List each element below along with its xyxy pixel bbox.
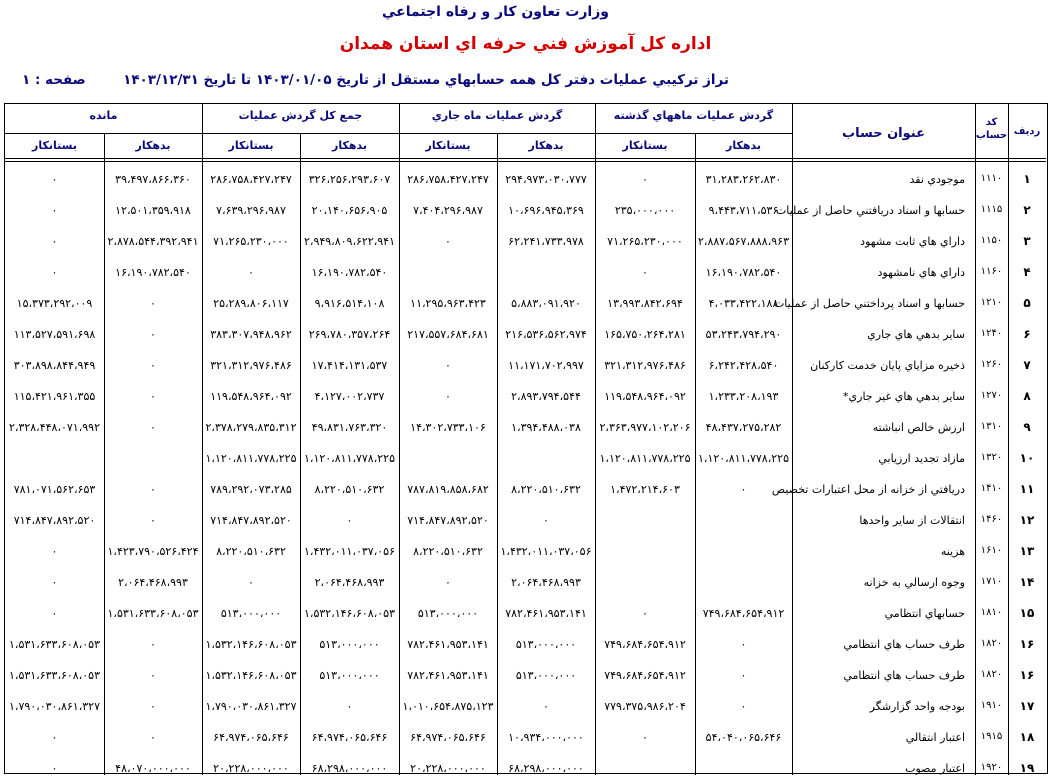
cell-prev-credit: ۱،۴۷۲،۲۱۴،۶۰۳ — [610, 483, 680, 496]
cell-bal-debit: ۰ — [150, 297, 156, 310]
cell-cur-credit: ۷۸۷،۸۱۹،۸۵۸،۶۸۲ — [407, 483, 489, 496]
cell-cur-credit: ۱،۰۱۰،۶۵۴،۸۷۵،۱۲۳ — [402, 700, 494, 713]
cell-prev-debit: ۵۳،۲۴۳،۷۹۴،۲۹۰ — [705, 328, 782, 341]
cell-tot-credit: ۳۲۱،۳۱۲،۹۷۶،۴۸۶ — [210, 359, 292, 372]
cell-account-code: ۱۹۱۰ — [980, 700, 1003, 711]
cell-cur-credit: ۵۱۳،۰۰۰،۰۰۰ — [417, 607, 479, 620]
cell-account-code: ۱۶۱۰ — [980, 545, 1003, 556]
cell-prev-credit: ۷۴۹،۶۸۴،۶۵۴،۹۱۲ — [604, 638, 686, 651]
cell-account-code: ۱۲۴۰ — [980, 328, 1003, 339]
cell-tot-credit: ۱،۵۳۲،۱۴۶،۶۰۸،۰۵۳ — [205, 638, 297, 651]
cell-bal-credit: ۱۵،۳۷۳،۲۹۲،۰۰۹ — [16, 297, 93, 310]
cell-row-number: ۱۶ — [1019, 668, 1035, 682]
cell-tot-debit: ۲۶۹،۷۸۰،۳۵۷،۲۶۴ — [308, 328, 391, 341]
cell-account-title: بودجه واحد گزارشگر — [869, 700, 965, 713]
cell-tot-debit: ۱،۱۲۰،۸۱۱،۷۷۸،۲۲۵ — [303, 452, 395, 465]
cell-cur-debit: ۲۱۶،۵۳۶،۵۶۲،۹۷۴ — [505, 328, 587, 341]
cell-account-code: ۱۳۲۰ — [980, 452, 1003, 463]
cell-prev-debit: ۲،۸۸۷،۵۶۷،۸۸۸،۹۶۳ — [697, 235, 789, 248]
cell-cur-credit: ۷۱۴،۸۴۷،۸۹۲،۵۲۰ — [407, 514, 489, 527]
cell-bal-credit: ۷۸۱،۰۷۱،۵۶۲،۶۵۳ — [13, 483, 96, 496]
report-title: تراز ترکيبي عمليات دفتر کل همه حسابهاي مستقل از تاريخ ۱۴۰۳/۰۱/۰۵ تا تاريخ ۱۴۰۳/۱۲/۳۱ — [123, 72, 729, 88]
cell-tot-credit: ۰ — [248, 266, 254, 279]
cell-tot-debit: ۲،۰۶۴،۴۶۸،۹۹۳ — [314, 576, 385, 589]
cell-prev-credit: ۱۳،۹۹۳،۸۴۲،۶۹۴ — [607, 297, 683, 310]
cell-tot-credit: ۸،۲۲۰،۵۱۰،۶۳۲ — [216, 545, 286, 558]
cell-tot-credit: ۲۰،۲۲۸،۰۰۰،۰۰۰ — [213, 762, 289, 775]
cell-account-title: ارزش خالص انباشته — [872, 421, 965, 434]
cell-bal-debit: ۳۹،۴۹۷،۸۶۶،۳۶۰ — [115, 173, 191, 186]
cell-prev-credit: ۲۳۵،۰۰۰،۰۰۰ — [614, 204, 676, 217]
cell-tot-debit: ۲،۹۴۹،۸۰۹،۶۲۲،۹۴۱ — [303, 235, 395, 248]
ministry-title: وزارت تعاون کار و رفاه اجتماعي — [381, 4, 609, 20]
cell-account-code: ۱۱۶۰ — [980, 266, 1003, 277]
cell-prev-credit: ۰ — [642, 266, 648, 279]
cell-bal-credit: ۰ — [51, 576, 58, 589]
cell-bal-credit: ۰ — [51, 204, 58, 217]
cell-tot-debit: ۱۶،۱۹۰،۷۸۲،۵۴۰ — [311, 266, 388, 279]
cell-bal-credit: ۰ — [51, 607, 58, 620]
cell-tot-debit: ۵۱۳،۰۰۰،۰۰۰ — [319, 669, 380, 682]
header-credit: بستانکار — [425, 139, 471, 152]
header-debit: بدهکار — [332, 139, 367, 152]
cell-prev-debit: ۳۱،۲۸۳،۲۶۲،۸۳۰ — [705, 173, 782, 186]
header-credit: بستانکار — [622, 139, 668, 152]
cell-prev-credit: ۷۷۹،۳۷۵،۹۸۶،۲۰۴ — [604, 700, 686, 713]
cell-prev-debit: ۱،۱۲۰،۸۱۱،۷۷۸،۲۲۵ — [697, 452, 789, 465]
cell-account-code: ۱۱۵۰ — [980, 235, 1003, 246]
cell-prev-credit: ۳۲۱،۳۱۲،۹۷۶،۴۸۶ — [604, 359, 686, 372]
cell-account-code: ۱۷۱۰ — [980, 576, 1003, 587]
cell-prev-credit: ۷۱،۲۶۵،۲۳۰،۰۰۰ — [607, 235, 683, 248]
cell-bal-debit: ۰ — [150, 390, 156, 403]
cell-cur-debit: ۶۸،۲۹۸،۰۰۰،۰۰۰ — [508, 762, 584, 775]
cell-prev-debit: ۱،۲۳۳،۲۰۸،۱۹۳ — [708, 390, 779, 403]
cell-cur-credit: ۰ — [445, 390, 451, 403]
cell-account-code: ۱۳۱۰ — [980, 421, 1003, 432]
cell-account-title: هزينه — [940, 545, 965, 558]
cell-prev-credit: ۱،۱۲۰،۸۱۱،۷۷۸،۲۲۵ — [599, 452, 691, 465]
cell-bal-debit: ۰ — [150, 638, 156, 651]
cell-account-code: ۱۸۲۰ — [980, 669, 1003, 680]
cell-row-number: ۹ — [1023, 420, 1031, 434]
cell-account-code: ۱۱۱۵ — [980, 204, 1003, 215]
cell-tot-debit: ۴،۱۲۷،۰۰۲،۷۳۷ — [314, 390, 385, 403]
cell-row-number: ۱۴ — [1019, 575, 1035, 589]
cell-tot-debit: ۰ — [346, 514, 353, 527]
cell-account-title: انتقالات از ساير واحدها — [859, 514, 965, 527]
cell-account-code: ۱۹۲۰ — [980, 762, 1003, 773]
cell-cur-debit: ۲،۰۶۴،۴۶۸،۹۹۳ — [511, 576, 581, 589]
cell-cur-credit: ۶۴،۹۷۴،۰۶۵،۶۴۶ — [410, 731, 486, 744]
cell-bal-credit: ۱،۵۳۱،۶۳۳،۶۰۸،۰۵۳ — [8, 669, 100, 682]
cell-bal-credit: ۲،۳۲۸،۴۴۸،۰۷۱،۹۹۲ — [8, 421, 100, 434]
cell-cur-credit: ۷۸۲،۴۶۱،۹۵۳،۱۴۱ — [407, 638, 489, 651]
cell-cur-credit: ۰ — [445, 359, 451, 372]
header-row-number: رديف — [1013, 126, 1041, 137]
cell-account-code: ۱۲۶۰ — [980, 359, 1003, 370]
cell-row-number: ۱۵ — [1019, 606, 1035, 620]
cell-account-code: ۱۱۱۰ — [980, 173, 1003, 184]
cell-cur-credit: ۱۱،۲۹۵،۹۶۳،۴۲۳ — [410, 297, 486, 310]
cell-prev-credit: ۰ — [642, 731, 648, 744]
cell-prev-debit: ۰ — [740, 483, 747, 496]
group-header-current: گردش عمليات ماه جاري — [431, 109, 563, 122]
cell-cur-debit: ۲۹۴،۹۷۳،۰۳۰،۷۷۷ — [505, 173, 587, 186]
cell-cur-credit: ۰ — [445, 235, 451, 248]
cell-account-title: داراي هاي نامشهود — [877, 266, 965, 279]
cell-bal-credit: ۰ — [51, 545, 58, 558]
cell-tot-credit: ۱،۷۹۰،۰۳۰،۸۶۱،۳۲۷ — [205, 700, 297, 713]
cell-cur-debit: ۸،۲۲۰،۵۱۰،۶۳۲ — [511, 483, 581, 496]
cell-bal-debit: ۲،۰۶۴،۴۶۸،۹۹۳ — [118, 576, 188, 589]
cell-prev-debit: ۰ — [740, 669, 747, 682]
cell-tot-debit: ۱۷،۴۱۴،۱۳۱،۵۳۷ — [311, 359, 388, 372]
header-account-code: کد حساب — [975, 117, 1008, 141]
cell-account-title: طرف حساب هاي انتظامي — [843, 669, 965, 682]
cell-bal-debit: ۰ — [150, 328, 156, 341]
cell-cur-credit: ۸،۲۲۰،۵۱۰،۶۳۲ — [413, 545, 483, 558]
cell-cur-debit: ۱۱،۱۷۱،۷۰۲،۹۹۷ — [508, 359, 584, 372]
cell-row-number: ۱۷ — [1019, 699, 1035, 713]
cell-tot-credit: ۱،۱۲۰،۸۱۱،۷۷۸،۲۲۵ — [205, 452, 297, 465]
cell-tot-debit: ۶۸،۲۹۸،۰۰۰،۰۰۰ — [311, 762, 388, 775]
cell-tot-debit: ۰ — [346, 700, 353, 713]
cell-account-code: ۱۲۷۰ — [980, 390, 1003, 401]
cell-prev-credit: ۲،۳۶۳،۹۷۷،۱۰۲،۲۰۶ — [599, 421, 691, 434]
cell-prev-debit: ۵۴،۰۴۰،۰۶۵،۶۴۶ — [705, 731, 782, 744]
cell-bal-credit: ۰ — [51, 266, 58, 279]
cell-cur-debit: ۵۱۳،۰۰۰،۰۰۰ — [515, 638, 577, 651]
cell-account-title: دريافتي از خزانه از محل اعتبارات تخصيص — [771, 483, 965, 496]
cell-tot-credit: ۷،۶۳۹،۲۹۶،۹۸۷ — [216, 204, 286, 217]
cell-cur-debit: ۱۰،۹۳۴،۰۰۰،۰۰۰ — [508, 731, 584, 744]
cell-tot-debit: ۵۱۳،۰۰۰،۰۰۰ — [319, 638, 380, 651]
cell-tot-debit: ۲۰،۱۴۰،۶۵۶،۹۰۵ — [311, 204, 388, 217]
cell-row-number: ۱۸ — [1019, 730, 1035, 744]
cell-cur-credit: ۰ — [445, 576, 451, 589]
row-divider — [5, 158, 1046, 159]
cell-bal-debit: ۰ — [150, 700, 156, 713]
cell-prev-debit: ۴،۰۳۳،۴۲۲،۱۸۸ — [708, 297, 779, 310]
cell-prev-debit: ۰ — [740, 700, 747, 713]
cell-bal-credit: ۱،۵۳۱،۶۳۳،۶۰۸،۰۵۳ — [8, 638, 100, 651]
cell-row-number: ۳ — [1023, 234, 1031, 248]
cell-cur-debit: ۵،۸۸۳،۰۹۱،۹۲۰ — [511, 297, 581, 310]
header-debit: بدهکار — [726, 139, 761, 152]
cell-cur-debit: ۱۰،۶۹۶،۹۴۵،۳۶۹ — [508, 204, 584, 217]
header-account-title: عنوان حساب — [842, 126, 925, 141]
cell-tot-debit: ۴۹،۸۳۱،۷۶۳،۳۲۰ — [311, 421, 388, 434]
cell-tot-credit: ۷۱۴،۸۴۷،۸۹۲،۵۲۰ — [210, 514, 292, 527]
cell-prev-debit: ۴۸،۴۳۷،۲۷۵،۲۸۲ — [705, 421, 782, 434]
cell-cur-credit: ۱۴،۳۰۲،۷۳۳،۱۰۶ — [410, 421, 486, 434]
cell-tot-credit: ۲،۳۷۸،۲۷۹،۸۳۵،۳۱۲ — [205, 421, 297, 434]
cell-bal-credit: ۰ — [51, 731, 58, 744]
cell-account-title: ذخيره مزاياي پايان خدمت کارکنان — [810, 359, 965, 372]
cell-row-number: ۸ — [1023, 389, 1031, 403]
cell-row-number: ۱ — [1023, 172, 1031, 186]
cell-row-number: ۱۲ — [1019, 513, 1035, 527]
cell-tot-credit: ۶۴،۹۷۴،۰۶۵،۶۴۶ — [213, 731, 289, 744]
cell-row-number: ۱۶ — [1019, 637, 1035, 651]
cell-row-number: ۵ — [1023, 296, 1031, 310]
row-divider — [5, 161, 1046, 162]
office-title: اداره کل آموزش فني حرفه اي استان همدان — [339, 34, 712, 54]
cell-account-title: اعتبار انتقالي — [905, 731, 965, 744]
group-header-total: جمع کل گردش عمليات — [238, 109, 363, 122]
cell-bal-debit: ۴۸،۰۷۰،۰۰۰،۰۰۰ — [115, 762, 191, 775]
cell-cur-debit: ۵۱۳،۰۰۰،۰۰۰ — [515, 669, 577, 682]
cell-row-number: ۱۹ — [1019, 761, 1035, 775]
header-credit: بستانکار — [228, 139, 274, 152]
cell-row-number: ۱۰ — [1019, 451, 1035, 465]
cell-bal-debit: ۲،۸۷۸،۵۴۴،۳۹۲،۹۴۱ — [107, 235, 199, 248]
cell-account-title: اعتبار مصوب — [905, 762, 965, 775]
cell-tot-credit: ۷۸۹،۲۹۲،۰۷۳،۲۸۵ — [210, 483, 292, 496]
cell-tot-credit: ۲۸۶،۷۵۸،۴۲۷،۲۴۷ — [210, 173, 292, 186]
cell-account-title: طرف حساب هاي انتظامي — [843, 638, 965, 651]
cell-cur-debit: ۰ — [543, 700, 549, 713]
cell-cur-credit: ۲۸۶،۷۵۸،۴۲۷،۲۴۷ — [407, 173, 489, 186]
group-header-balance: مانده — [89, 109, 118, 122]
cell-tot-credit: ۷۱،۲۶۵،۲۳۰،۰۰۰ — [213, 235, 289, 248]
cell-account-code: ۱۹۱۵ — [980, 731, 1003, 742]
cell-account-code: ۱۴۱۰ — [980, 483, 1003, 494]
cell-tot-debit: ۹،۹۱۶،۵۱۴،۱۰۸ — [314, 297, 385, 310]
cell-prev-credit: ۱۶۵،۷۵۰،۲۶۴،۲۸۱ — [604, 328, 686, 341]
cell-row-number: ۷ — [1023, 358, 1031, 372]
header-debit: بدهکار — [528, 139, 564, 152]
cell-row-number: ۲ — [1023, 203, 1031, 217]
cell-row-number: ۱۳ — [1019, 544, 1035, 558]
cell-bal-debit: ۱۲،۵۰۱،۳۵۹،۹۱۸ — [115, 204, 191, 217]
cell-bal-debit: ۰ — [150, 359, 156, 372]
cell-tot-debit: ۱،۵۳۲،۱۴۶،۶۰۸،۰۵۳ — [303, 607, 395, 620]
cell-prev-debit: ۷۴۹،۶۸۴،۶۵۴،۹۱۲ — [702, 607, 785, 620]
cell-cur-debit: ۱،۴۳۲،۰۱۱،۰۳۷،۰۵۶ — [500, 545, 592, 558]
cell-tot-credit: ۲۵،۲۸۹،۸۰۶،۱۱۷ — [213, 297, 289, 310]
page-number: صفحه : ۱ — [22, 72, 86, 88]
cell-prev-debit: ۶،۲۴۲،۴۲۸،۵۴۰ — [708, 359, 779, 372]
cell-cur-debit: ۷۸۲،۴۶۱،۹۵۳،۱۴۱ — [505, 607, 587, 620]
cell-account-title: حسابها و اسناد پرداختني حاصل از عمليات — [773, 297, 965, 310]
cell-prev-credit: ۷۴۹،۶۸۴،۶۵۴،۹۱۲ — [604, 669, 686, 682]
trial-balance-table — [4, 103, 1048, 774]
cell-bal-debit: ۱۶،۱۹۰،۷۸۲،۵۴۰ — [115, 266, 191, 279]
cell-account-code: ۱۸۱۰ — [980, 607, 1003, 618]
cell-bal-credit: ۰ — [51, 762, 58, 775]
cell-cur-debit: ۶۲،۲۴۱،۷۳۳،۹۷۸ — [508, 235, 584, 248]
cell-prev-debit: ۱۶،۱۹۰،۷۸۲،۵۴۰ — [705, 266, 782, 279]
cell-bal-credit: ۱۱۵،۴۲۱،۹۶۱،۳۵۵ — [13, 390, 96, 403]
cell-account-code: ۱۲۱۰ — [980, 297, 1003, 308]
cell-tot-debit: ۳۲۶،۲۵۶،۲۹۳،۶۰۷ — [308, 173, 391, 186]
cell-cur-debit: ۲،۸۹۳،۷۹۴،۵۴۴ — [511, 390, 581, 403]
cell-row-number: ۶ — [1023, 327, 1031, 341]
cell-row-number: ۴ — [1023, 265, 1031, 279]
cell-tot-debit: ۶۴،۹۷۴،۰۶۵،۶۴۶ — [311, 731, 388, 744]
cell-cur-debit: ۱،۳۹۴،۴۸۸،۰۳۸ — [511, 421, 581, 434]
cell-bal-debit: ۱،۴۲۳،۷۹۰،۵۲۶،۴۲۴ — [107, 545, 199, 558]
cell-bal-debit: ۰ — [150, 483, 156, 496]
cell-prev-credit: ۰ — [642, 173, 648, 186]
cell-account-title: وجوه ارسالي به خزانه — [863, 576, 965, 589]
cell-bal-debit: ۰ — [150, 669, 156, 682]
cell-account-title: ساير بدهي هاي غير جاري* — [843, 390, 965, 403]
cell-bal-credit: ۰ — [51, 173, 58, 186]
cell-cur-credit: ۷،۴۰۴،۲۹۶،۹۸۷ — [413, 204, 483, 217]
cell-account-title: ساير بدهي هاي جاري — [867, 328, 965, 341]
cell-prev-credit: ۱۱۹،۵۴۸،۹۶۴،۰۹۲ — [604, 390, 686, 403]
cell-row-number: ۱۱ — [1019, 482, 1035, 496]
cell-account-title: مازاد تجديد ارزيابي — [878, 452, 965, 465]
cell-bal-debit: ۰ — [150, 731, 156, 744]
cell-prev-debit: ۰ — [740, 638, 747, 651]
cell-bal-credit: ۰ — [51, 235, 58, 248]
cell-bal-debit: ۰ — [150, 514, 156, 527]
cell-account-title: حسابهاي انتظامي — [884, 607, 965, 620]
cell-tot-credit: ۱،۵۳۲،۱۴۶،۶۰۸،۰۵۳ — [205, 669, 297, 682]
cell-cur-credit: ۲۰،۲۲۸،۰۰۰،۰۰۰ — [410, 762, 486, 775]
cell-account-code: ۱۸۲۰ — [980, 638, 1003, 649]
cell-tot-debit: ۱،۴۳۲،۰۱۱،۰۳۷،۰۵۶ — [303, 545, 395, 558]
cell-account-title: داراي هاي ثابت مشهود — [860, 235, 965, 248]
cell-bal-debit: ۱،۵۳۱،۶۳۳،۶۰۸،۰۵۳ — [107, 607, 199, 620]
row-divider — [5, 133, 792, 134]
cell-account-title: موجودي نقد — [909, 173, 965, 186]
cell-prev-credit: ۰ — [642, 607, 648, 620]
cell-bal-debit: ۰ — [150, 421, 156, 434]
cell-tot-credit: ۱۱۹،۵۴۸،۹۶۴،۰۹۲ — [210, 390, 292, 403]
cell-bal-credit: ۳۰۳،۸۹۸،۸۴۴،۹۴۹ — [13, 359, 96, 372]
cell-cur-credit: ۷۸۲،۴۶۱،۹۵۳،۱۴۱ — [407, 669, 489, 682]
cell-cur-credit: ۲۱۷،۵۵۷،۶۸۴،۶۸۱ — [407, 328, 489, 341]
cell-tot-credit: ۰ — [248, 576, 254, 589]
cell-tot-credit: ۳۸۳،۳۰۷،۹۴۸،۹۶۲ — [210, 328, 292, 341]
cell-prev-debit: ۹،۴۴۳،۷۱۱،۵۳۶ — [708, 204, 779, 217]
cell-cur-debit: ۰ — [543, 514, 549, 527]
header-credit: بستانکار — [32, 139, 77, 152]
cell-bal-credit: ۷۱۴،۸۴۷،۸۹۲،۵۲۰ — [13, 514, 96, 527]
header-debit: بدهکار — [135, 139, 171, 152]
cell-tot-credit: ۵۱۳،۰۰۰،۰۰۰ — [220, 607, 282, 620]
cell-account-title: حسابها و اسناد دريافتني حاصل از عمليات — [775, 204, 965, 217]
cell-bal-credit: ۱۱۳،۵۲۷،۵۹۱،۶۹۸ — [13, 328, 96, 341]
cell-tot-debit: ۸،۲۲۰،۵۱۰،۶۳۲ — [314, 483, 385, 496]
group-header-previous: گردش عمليات ماههاي گذشته — [613, 109, 774, 122]
cell-bal-credit: ۱،۷۹۰،۰۳۰،۸۶۱،۳۲۷ — [8, 700, 100, 713]
cell-account-code: ۱۴۶۰ — [980, 514, 1003, 525]
